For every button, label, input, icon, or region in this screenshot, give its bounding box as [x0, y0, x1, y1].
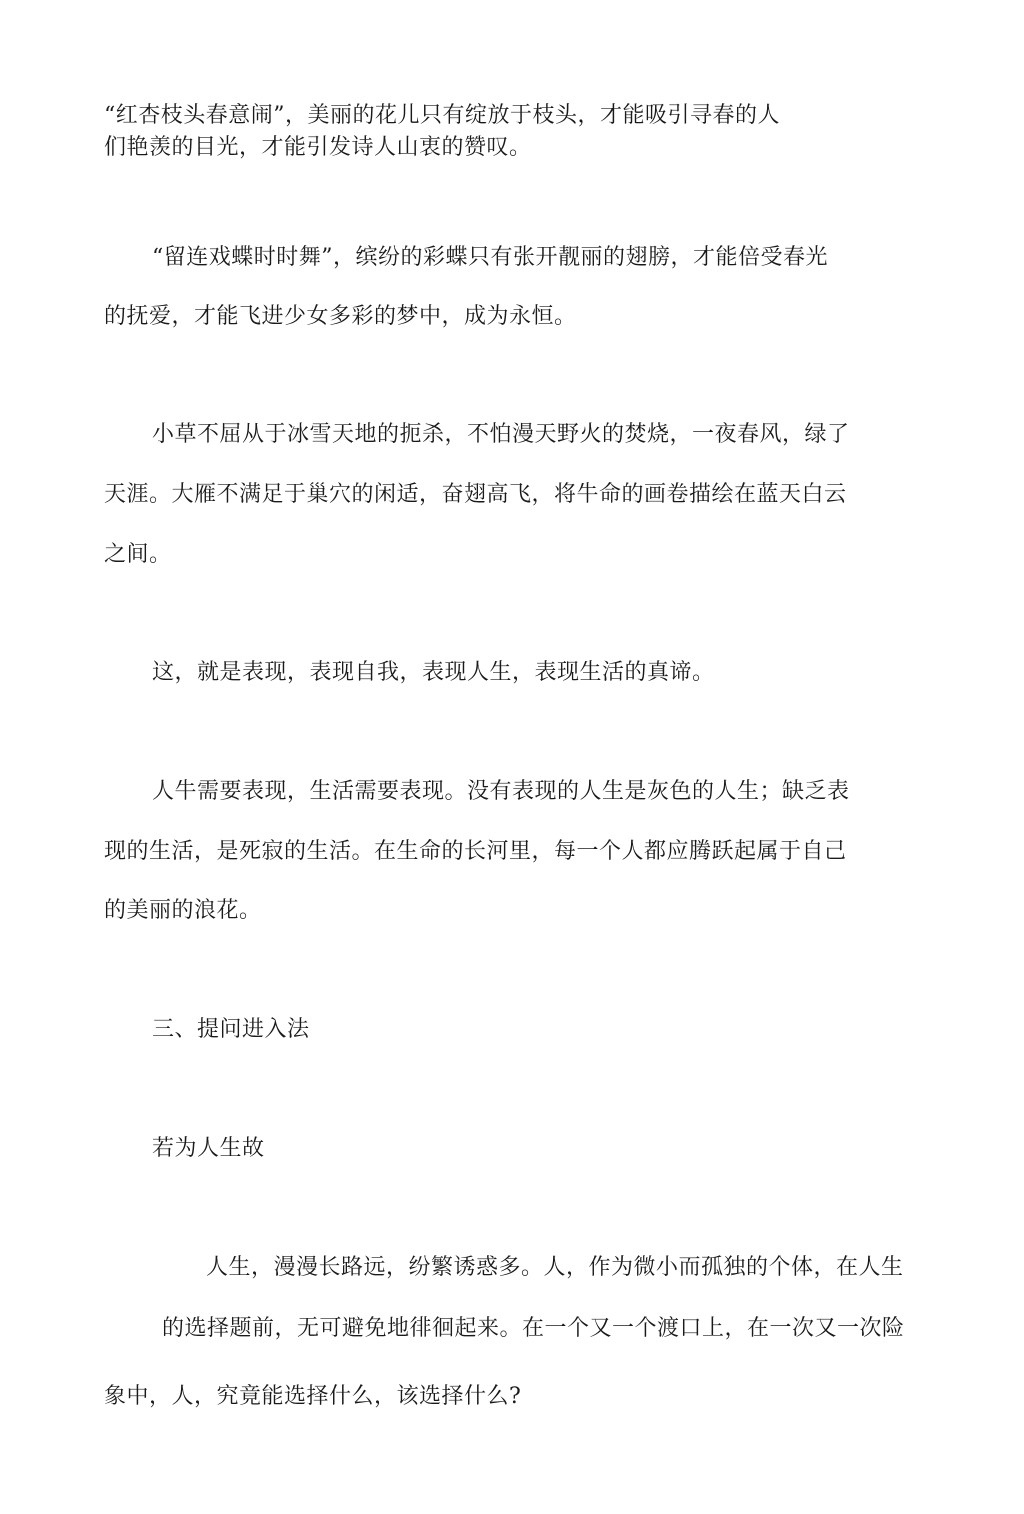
paragraph-8-line-2: 的选择题前，无可避免地徘徊起来。在一个又一个渡口上，在一次又一次险	[162, 1316, 905, 1341]
paragraph-3-line-2: 天涯。大雁不满足于巢穴的闲适，奋翅高飞，将牛命的画卷描绘在蓝天白云	[104, 482, 847, 507]
paragraph-3-line-3: 之间。	[104, 542, 172, 567]
paragraph-5-line-3: 的美丽的浪花。	[104, 898, 262, 923]
paragraph-3-line-1: 小草不屈从于冰雪天地的扼杀，不怕漫天野火的焚烧，一夜春风，绿了	[152, 422, 850, 447]
essay-title: 若为人生故	[152, 1136, 265, 1161]
paragraph-5-line-2: 现的生活，是死寂的生活。在生命的长河里，每一个人都应腾跃起属于自己	[104, 839, 847, 864]
paragraph-4-line-1: 这，就是表现，表现自我，表现人生，表现生活的真谛。	[152, 660, 715, 685]
paragraph-2-line-2: 的抚爱，才能飞进少女多彩的梦中，成为永恒。	[104, 304, 577, 329]
paragraph-5-line-1: 人牛需要表现，生活需要表现。没有表现的人生是灰色的人生；缺乏表	[152, 779, 850, 804]
section-heading: 三、提问进入法	[152, 1017, 310, 1042]
paragraph-2-line-1: “留连戏蝶时时舞”，缤纷的彩蝶只有张开靓丽的翅膀，才能倍受春光	[152, 245, 828, 270]
paragraph-8-line-1: 人生，漫漫长路远，纷繁诱惑多。人，作为微小而孤独的个体，在人生	[206, 1255, 904, 1280]
paragraph-8-line-3: 象中，人，究竟能选择什么，该选择什么?	[104, 1384, 522, 1409]
paragraph-1-line-1: “红杏枝头春意闹”，美丽的花儿只有绽放于枝头，才能吸引寻春的人	[104, 103, 780, 128]
paragraph-1-line-2: 们艳羡的目光，才能引发诗人山衷的赞叹。	[104, 135, 532, 160]
